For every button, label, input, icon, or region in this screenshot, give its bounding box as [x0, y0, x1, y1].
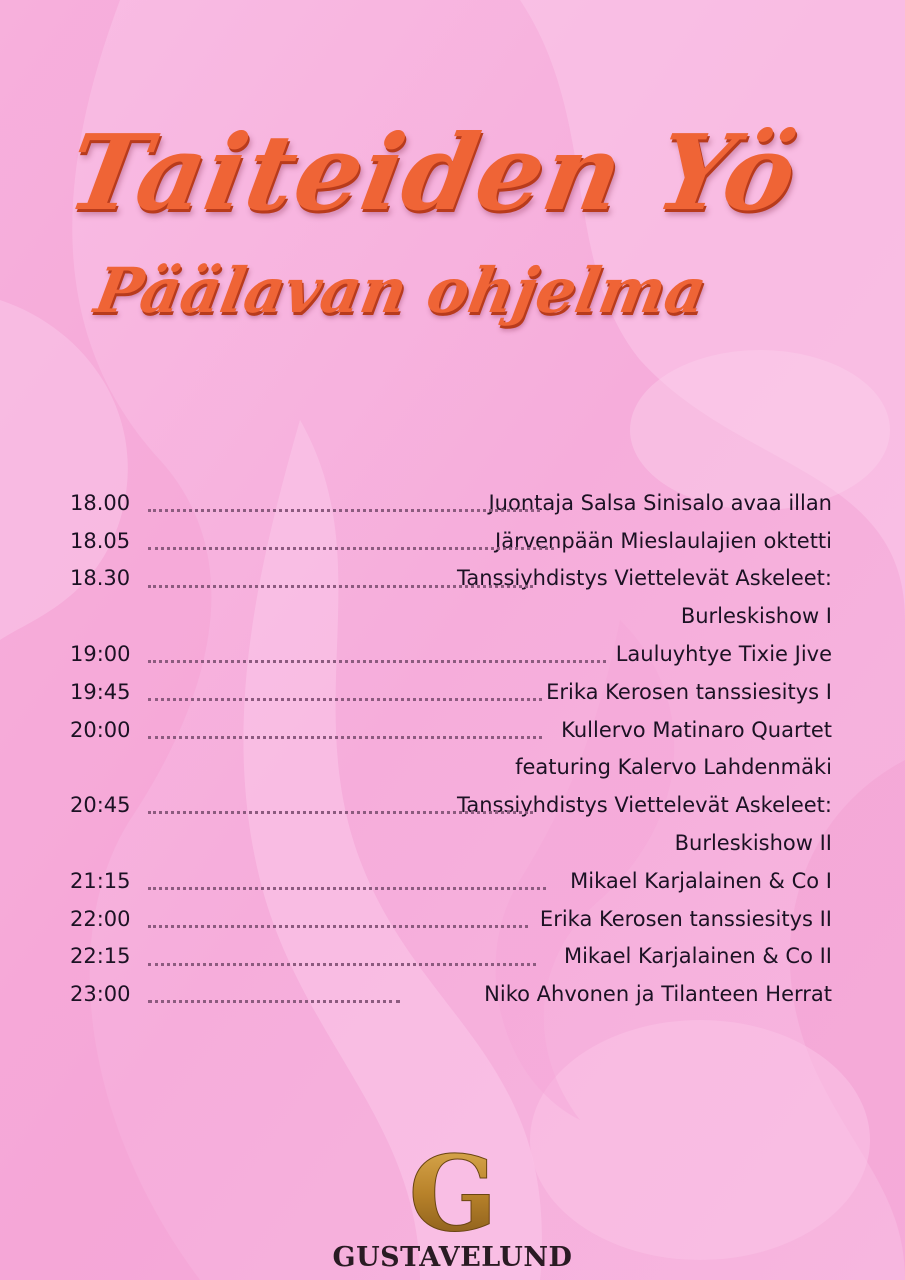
dot-leader: [148, 585, 533, 588]
gustavelund-logo: [0, 1140, 905, 1273]
g-monogram-icon: [393, 1140, 513, 1240]
schedule-act: Kullervo Matinaro Quartet: [561, 717, 832, 742]
schedule-row-continuation: [70, 749, 832, 787]
schedule-row: [70, 938, 832, 976]
schedule-row: [70, 560, 832, 598]
schedule-act: Lauluyhtye Tixie Jive: [615, 642, 832, 667]
schedule-act: Niko Ahvonen ja Tilanteen Herrat: [484, 982, 832, 1007]
dot-leader: [148, 698, 542, 701]
poster-title: Taiteiden Yö: [59, 111, 807, 234]
schedule-act: Erika Kerosen tanssiesitys II: [539, 906, 832, 931]
dot-leader: [148, 660, 606, 663]
poster-header: [0, 0, 905, 360]
schedule-row-continuation: [70, 597, 832, 635]
schedule-time: 18.30: [70, 566, 131, 591]
dot-leader: [148, 736, 542, 739]
schedule-row: [70, 862, 832, 900]
schedule-act: Mikael Karjalainen & Co I: [570, 868, 832, 893]
schedule-act: Järvenpään Mieslaulajien oktetti: [495, 528, 832, 553]
schedule-act: Tanssiyhdistys Viettelevät Askeleet:: [457, 793, 832, 818]
schedule-act: Juontaja Salsa Sinisalo avaa illan: [488, 490, 832, 515]
schedule-row: [70, 975, 832, 1013]
dot-leader: [148, 1000, 400, 1003]
dot-leader: [148, 509, 540, 512]
schedule-row: [70, 673, 832, 711]
dot-leader: [148, 811, 533, 814]
dot-leader: [148, 963, 536, 966]
schedule-row: [70, 522, 832, 560]
schedule-time: 22:15: [70, 944, 131, 969]
schedule-act: featuring Kalervo Lahdenmäki: [515, 755, 832, 780]
schedule-time: 22:00: [70, 906, 131, 931]
dot-leader: [148, 925, 528, 928]
schedule-time: 20:00: [70, 717, 131, 742]
schedule-time: 21:15: [70, 868, 131, 893]
dot-leader: [148, 887, 546, 890]
schedule-act: Mikael Karjalainen & Co II: [563, 944, 832, 969]
schedule-act: Burleskishow II: [674, 831, 832, 856]
schedule-act: Erika Kerosen tanssiesitys I: [546, 679, 832, 704]
program-schedule: [70, 484, 832, 1013]
schedule-row: [70, 711, 832, 749]
dot-leader: [148, 547, 554, 550]
schedule-row: [70, 635, 832, 673]
logo-mark-letter: G: [408, 1140, 497, 1240]
schedule-time: 20:45: [70, 793, 131, 818]
schedule-time: 19:45: [70, 679, 131, 704]
schedule-time: 18.00: [70, 490, 131, 515]
schedule-row: [70, 484, 832, 522]
schedule-row: [70, 900, 832, 938]
schedule-time: 23:00: [70, 982, 131, 1007]
schedule-row-continuation: [70, 824, 832, 862]
schedule-row: [70, 786, 832, 824]
schedule-act: Tanssiyhdistys Viettelevät Askeleet:: [457, 566, 832, 591]
schedule-time: 19:00: [70, 642, 131, 667]
schedule-act: Burleskishow I: [680, 604, 832, 629]
logo-wordmark: GUSTAVELUND: [332, 1242, 573, 1273]
poster-subtitle: Päälavan ohjelma: [89, 254, 713, 327]
schedule-time: 18.05: [70, 528, 131, 553]
